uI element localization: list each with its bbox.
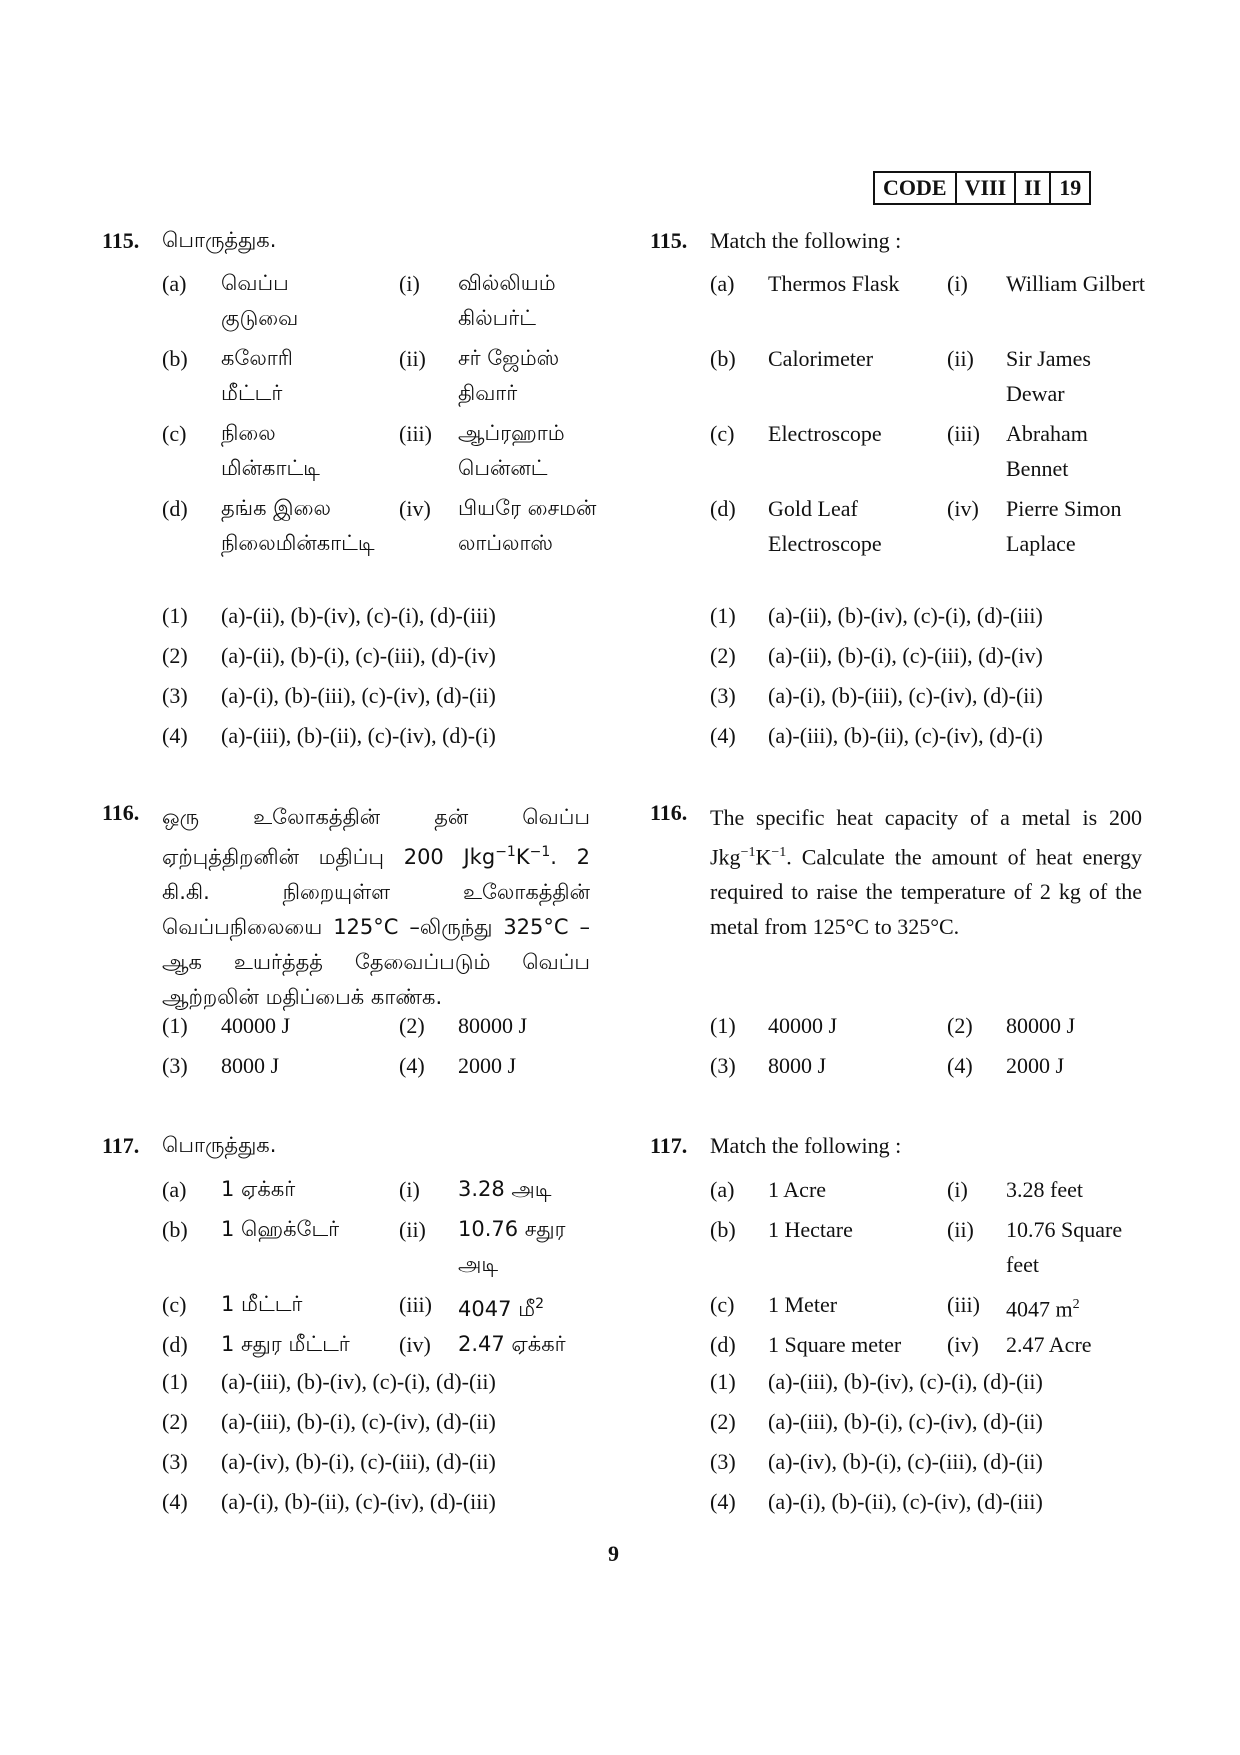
question-stem: Match the following : (710, 1133, 902, 1158)
option-text: (a)-(i), (b)-(ii), (c)-(iv), (d)-(iii) (221, 1489, 496, 1514)
match-right: ஆப்ரஹாம் பென்னட் (458, 421, 565, 480)
option-text: (a)-(i), (b)-(iii), (c)-(iv), (d)-(ii) (768, 683, 1043, 708)
exponent: −1 (529, 844, 551, 860)
match-left: நிலை மின்காட்டி (221, 421, 320, 480)
option-text: 8000 J (221, 1053, 280, 1078)
match-right: சர் ஜேம்ஸ் திவார் (458, 346, 560, 405)
match-left: 1 Square meter (768, 1332, 902, 1357)
match-roman: (iii) (947, 421, 980, 446)
option-number: (1) (710, 1013, 736, 1038)
option-number: (4) (162, 1489, 188, 1514)
stem-part: . 2 கி.கி. நிறையுள்ள உலோகத்தின் வெப்பநிலையை 125°C –லிருந்து 325°C –ஆக உயர்த்தத் தேவைப்படும் வெப்ப ஆற்றலின் மதிப்பைக் காண்க. (162, 845, 590, 1009)
match-letter: (c) (162, 421, 187, 446)
exponent: −1 (495, 844, 516, 860)
option-text: (a)-(ii), (b)-(iv), (c)-(i), (d)-(iii) (221, 603, 496, 628)
match-right-text: 4047 m (1006, 1296, 1073, 1322)
match-right: 3.28 feet (1006, 1177, 1083, 1202)
option-text: (a)-(iii), (b)-(iv), (c)-(i), (d)-(ii) (768, 1369, 1043, 1394)
question-stem (162, 800, 590, 1015)
match-row (162, 341, 602, 405)
match-row (162, 266, 602, 330)
match-roman: (ii) (947, 1217, 974, 1242)
option-text: (a)-(iv), (b)-(i), (c)-(iii), (d)-(ii) (221, 1449, 496, 1474)
option-text: (a)-(ii), (b)-(i), (c)-(iii), (d)-(iv) (768, 643, 1043, 668)
match-roman: (iv) (947, 1332, 979, 1357)
match-row (710, 416, 1150, 481)
unit: K (515, 845, 530, 869)
match-left: 1 Hectare (768, 1217, 853, 1242)
q117-ta-stem (102, 1133, 602, 1173)
option-number: (1) (710, 603, 736, 628)
question-stem: பொருத்துக. (162, 228, 277, 252)
option-text: (a)-(ii), (b)-(i), (c)-(iii), (d)-(iv) (221, 643, 496, 668)
page-number: 9 (608, 1541, 619, 1566)
option-text: 8000 J (768, 1053, 827, 1078)
q115-en-stem (650, 228, 1150, 268)
option-number: (3) (710, 683, 736, 708)
match-roman: (ii) (947, 346, 974, 371)
option-number: (4) (710, 1489, 736, 1514)
match-roman: (iii) (399, 1292, 432, 1317)
match-right: Pierre Simon Laplace (1006, 496, 1122, 556)
option-text: (a)-(iv), (b)-(i), (c)-(iii), (d)-(ii) (768, 1449, 1043, 1474)
match-letter: (b) (710, 346, 736, 371)
match-right: Sir James Dewar (1006, 346, 1091, 406)
option-number: (2) (710, 643, 736, 668)
question-number: 117. (650, 1133, 688, 1158)
option-number: (3) (710, 1053, 736, 1078)
match-letter: (b) (162, 1217, 188, 1242)
match-roman: (i) (947, 1177, 968, 1202)
code-value-2: II (1016, 173, 1051, 203)
option-number: (3) (710, 1449, 736, 1474)
match-letter: (c) (162, 1292, 187, 1317)
match-right: 10.76 சதுர அடி (458, 1217, 566, 1276)
match-right: பியரே சைமன் லாப்லாஸ் (458, 496, 597, 555)
match-letter: (d) (710, 1332, 736, 1357)
option-number: (2) (947, 1013, 973, 1038)
match-left: 1 மீட்டர் (221, 1292, 303, 1316)
option-text: (a)-(iii), (b)-(ii), (c)-(iv), (d)-(i) (221, 723, 496, 748)
match-letter: (d) (162, 1332, 188, 1357)
match-right: 2.47 ஏக்கர் (458, 1332, 566, 1356)
code-value-3: 19 (1059, 175, 1082, 200)
match-right: 10.76 Square feet (1006, 1217, 1123, 1277)
match-left: Gold Leaf Electroscope (768, 496, 882, 556)
match-left: 1 Acre (768, 1177, 827, 1202)
match-left: கலோரி மீட்டர் (221, 346, 293, 405)
unit: K (755, 844, 772, 870)
match-left: 1 ஏக்கர் (221, 1177, 296, 1201)
match-right: 2.47 Acre (1006, 1332, 1092, 1357)
match-roman: (ii) (399, 346, 426, 371)
match-row (710, 491, 1150, 556)
option-number: (4) (399, 1053, 425, 1078)
match-left: Electroscope (768, 421, 882, 446)
match-left: 1 Meter (768, 1292, 838, 1317)
option-text: 2000 J (1006, 1053, 1065, 1078)
question-stem: பொருத்துக. (162, 1133, 277, 1157)
q117-en-stem (650, 1133, 1150, 1173)
match-roman: (iv) (947, 496, 979, 521)
square-exponent: 2 (535, 1296, 545, 1312)
match-row (162, 416, 602, 480)
match-letter: (a) (162, 271, 187, 296)
match-right: வில்லியம் கில்பர்ட் (458, 271, 556, 330)
match-roman: (i) (947, 271, 968, 296)
match-left: Calorimeter (768, 346, 874, 371)
match-left: 1 ஹெக்டேர் (221, 1217, 340, 1241)
option-text: (a)-(iii), (b)-(ii), (c)-(iv), (d)-(i) (768, 723, 1043, 748)
option-number: (3) (162, 1053, 188, 1078)
match-letter: (a) (710, 1177, 735, 1202)
option-number: (2) (399, 1013, 425, 1038)
match-row (710, 1327, 1150, 1367)
match-left: Thermos Flask (768, 271, 900, 296)
q116-en-stem (650, 800, 1150, 980)
exponent: −1 (740, 845, 756, 860)
match-row (162, 1327, 602, 1367)
code-box (873, 171, 1091, 205)
match-row (710, 1212, 1150, 1277)
match-row (162, 1172, 602, 1212)
match-letter: (c) (710, 421, 735, 446)
square-exponent: 2 (1072, 1297, 1080, 1312)
question-number: 116. (650, 800, 688, 825)
match-row (162, 1212, 602, 1276)
match-row (710, 266, 1150, 306)
option-number: (3) (162, 1449, 188, 1474)
code-label: CODE (875, 173, 957, 203)
match-row (710, 341, 1150, 406)
match-roman: (i) (399, 1177, 420, 1202)
option-text: (a)-(iii), (b)-(i), (c)-(iv), (d)-(ii) (221, 1409, 496, 1434)
question-stem (710, 800, 1142, 944)
question-number: 116. (102, 800, 140, 825)
match-row (710, 1287, 1150, 1327)
option-text: 40000 J (768, 1013, 838, 1038)
match-right-text: 4047 மீ (458, 1297, 536, 1321)
match-row (162, 1287, 602, 1327)
question-number: 115. (650, 228, 688, 253)
stem-part: The specific heat capacity of a metal is 200 Jkg (710, 805, 1142, 870)
option-number: (1) (162, 603, 188, 628)
match-letter: (b) (162, 346, 188, 371)
option-text: 80000 J (1006, 1013, 1076, 1038)
match-roman: (iv) (399, 496, 431, 521)
option-text: (a)-(ii), (b)-(iv), (c)-(i), (d)-(iii) (768, 603, 1043, 628)
option-text: 80000 J (458, 1013, 528, 1038)
match-roman: (i) (399, 271, 420, 296)
match-left: தங்க இலை நிலைமின்காட்டி (221, 496, 375, 555)
option-number: (4) (710, 723, 736, 748)
question-stem: Match the following : (710, 228, 902, 253)
option-number: (2) (710, 1409, 736, 1434)
option-number: (1) (162, 1369, 188, 1394)
match-right (458, 1287, 544, 1327)
question-number: 115. (102, 228, 140, 253)
option-text: 40000 J (221, 1013, 291, 1038)
match-right (1006, 1287, 1080, 1326)
option-number: (4) (162, 723, 188, 748)
code-value-1: VIII (957, 173, 1017, 203)
option-number: (1) (710, 1369, 736, 1394)
exponent: −1 (771, 845, 787, 860)
match-row (162, 491, 602, 555)
match-left: 1 சதுர மீட்டர் (221, 1332, 350, 1356)
match-right: William Gilbert (1006, 271, 1146, 296)
match-letter: (a) (162, 1177, 187, 1202)
match-letter: (a) (710, 271, 735, 296)
option-number: (2) (162, 1409, 188, 1434)
stem-part: . Calculate the amount of heat energy required to raise the temperature of 2 kg of the metal from 125°C to 325°C. (710, 844, 1142, 940)
match-row (710, 1172, 1150, 1212)
match-right: 3.28 அடி (458, 1177, 552, 1201)
option-number: (4) (947, 1053, 973, 1078)
match-roman: (iii) (399, 421, 432, 446)
match-left: வெப்ப குடுவை (221, 271, 299, 330)
option-text: (a)-(iii), (b)-(iv), (c)-(i), (d)-(ii) (221, 1369, 496, 1394)
q116-ta-stem (102, 800, 602, 1010)
match-letter: (d) (710, 496, 736, 521)
match-roman: (iii) (947, 1292, 980, 1317)
match-roman: (ii) (399, 1217, 426, 1242)
option-text: 2000 J (458, 1053, 517, 1078)
match-roman: (iv) (399, 1332, 431, 1357)
match-letter: (c) (710, 1292, 735, 1317)
option-number: (2) (162, 643, 188, 668)
question-number: 117. (102, 1133, 140, 1158)
match-right: Abraham Bennet (1006, 421, 1088, 481)
q115-ta-stem (102, 228, 602, 268)
match-letter: (d) (162, 496, 188, 521)
stem-part: ஒரு உலோகத்தின் தன் வெப்ப ஏற்புத்திறனின் மதிப்பு 200 Jkg (162, 805, 590, 869)
option-text: (a)-(i), (b)-(iii), (c)-(iv), (d)-(ii) (221, 683, 496, 708)
option-text: (a)-(iii), (b)-(i), (c)-(iv), (d)-(ii) (768, 1409, 1043, 1434)
option-number: (3) (162, 683, 188, 708)
option-text: (a)-(i), (b)-(ii), (c)-(iv), (d)-(iii) (768, 1489, 1043, 1514)
option-number: (1) (162, 1013, 188, 1038)
match-letter: (b) (710, 1217, 736, 1242)
